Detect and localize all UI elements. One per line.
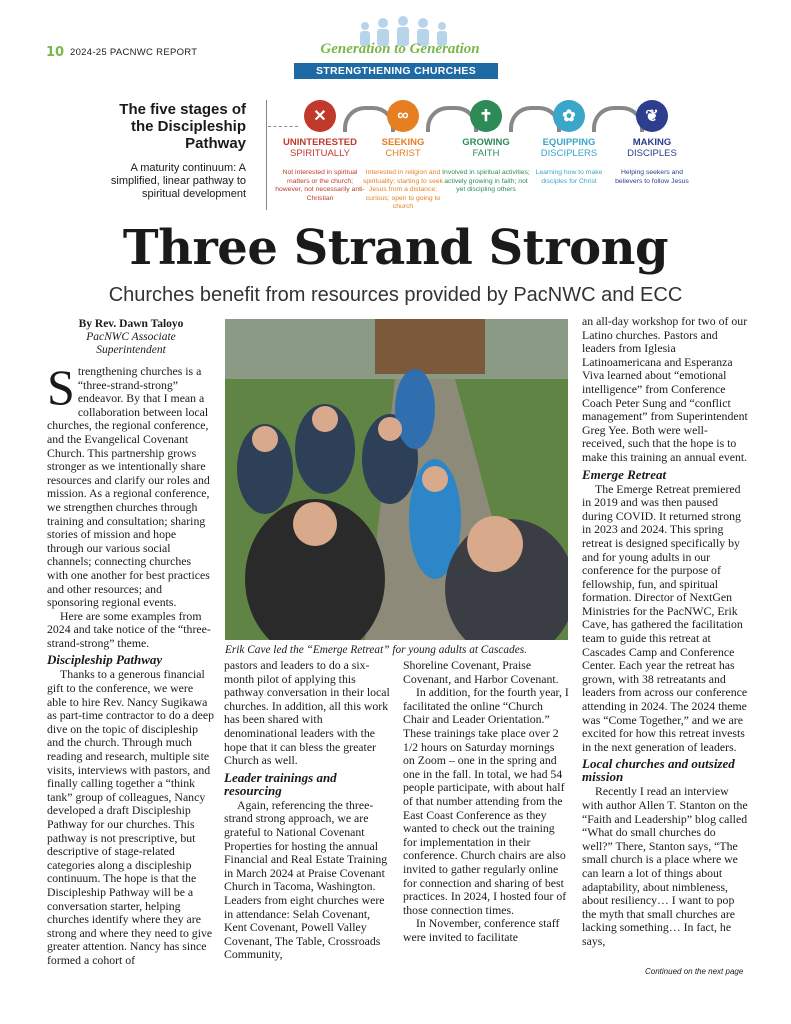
stage-making bbox=[607, 100, 697, 186]
stage-description: Not interested in spiritual matters or the church; however, not necessarily anti-Christian bbox=[275, 169, 365, 202]
stage-growing bbox=[441, 100, 531, 195]
stages-title: The five stages of the Discipleship Pathway bbox=[119, 101, 246, 152]
stage-name-line2: SPIRITUALLY bbox=[289, 148, 350, 159]
stage-description: Interested in religion and spirituality; starting to seek Jesus from a distance; curious; open to going to church bbox=[362, 169, 444, 210]
divider bbox=[266, 100, 267, 210]
brand-title: Generation to Generation bbox=[320, 41, 480, 57]
stages-subtitle: A maturity continuum: A simplified, linear pathway to spiritual development bbox=[110, 162, 246, 200]
paragraph: Shoreline Covenant, Praise Covenant, and Harbor Covenant. bbox=[403, 658, 559, 686]
continued-note: Continued on the next page bbox=[645, 967, 744, 976]
stage-seeking bbox=[358, 100, 448, 212]
sprout-icon: ✿ bbox=[553, 100, 585, 132]
paragraph: The Emerge Retreat premiered in 2019 and was then paused during COVID. It returned strong in 2023 and 2024. This spring retreat is designed specifically by and for young adults in our conference for the purpose of fellowship, fun, and spiritual formation. Director of NextGen Ministries for the PacNWC, Erik Cave, has gathered the facilitation team to guide this retreat at Cascades Camp and Conference Center. Each year the retreat has grown, with 38 retreatants and leaders from across our conference attending in 2024. The 2024 theme was “Come Together,” and we are excited for how this retreat invests in the next generation of leaders. bbox=[582, 481, 748, 754]
paragraph: Strengthening churches is a “three-strand-strong” endeavor. By that I mean a collaboration between local churches, the regional conference, and the Evangelical Covenant Church. This partnership grows stronger as we intentionally share resources and clarify our roles and mission. As a regional conference, we strengthen churches through training and consultation; sharing stories of mission and hope through our various social channels; connecting churches with one another for best practices and other resources; and sponsoring regional events. bbox=[47, 359, 210, 610]
stage-description: Involved in spiritual activities; actively growing in faith; not yet discipling others bbox=[442, 169, 530, 193]
column-3 bbox=[403, 659, 569, 944]
column-2 bbox=[224, 659, 390, 962]
leaf-icon: ❦ bbox=[636, 100, 668, 132]
paragraph: In November, conference staff were invited to facilitate bbox=[403, 916, 560, 944]
stage-uninterested bbox=[275, 100, 365, 203]
stage-description: Learning how to make disciples for Christ bbox=[535, 169, 603, 185]
paragraph: an all-day workshop for two of our Latino churches. Pastors and leaders from Iglesia Latinoamericana and Esperanza Viva learned about “emotional intelligence” from Conference Coach Peter Sung and “conflict management” from Superintendent Greg Yee. Both were well-received, such that the hope is to make this training an annual event. bbox=[582, 314, 748, 464]
paragraph: Thanks to a generous financial gift to the conference, we were able to hire Rev. Nancy Sugikawa as part-time contractor to do a deep dive on the topic of discipleship and the church. Through much reading and research, multiple site visits, interviews with pastors, and finally calling together a “think tank” group of colleagues, Nancy developed a draft Discipleship Pathway for our churches. This pathway is not prescriptive, but descriptive of stage-related categories along a discipleship continuum. The hope is that the Discipleship Pathway will be a conversation starter, helping churches identify where they are strong and where they need to give greater attention. Nancy has since formed a cohort of bbox=[47, 667, 215, 967]
article-subheadline: Churches benefit from resources provided by PacNWC and ECC bbox=[108, 284, 683, 306]
photo-caption: Erik Cave led the “Emerge Retreat” for young adults at Cascades. bbox=[225, 644, 527, 656]
stage-name-line2: DISCIPLERS bbox=[540, 148, 598, 159]
retreat-group-photo bbox=[225, 319, 568, 640]
drop-cap: S bbox=[47, 359, 75, 415]
byline-role: Superintendent bbox=[96, 344, 166, 356]
byline-role: PacNWC Associate bbox=[86, 331, 176, 343]
stage-name: UNINTERESTED bbox=[283, 137, 357, 148]
cross-icon: ✝ bbox=[470, 100, 502, 132]
stage-name: SEEKING bbox=[381, 137, 425, 148]
brand-banner: STRENGTHENING CHURCHES bbox=[294, 63, 498, 79]
paragraph: Again, referencing the three-strand strong approach, we are grateful to National Covenant Properties for hosting the annual Financial and Real Estate Training in March 2024 at Praise Covenant Church in Tacoma, Washington. Leaders from eight churches were in attendance: Selah Covenant, Kent Covenant, Powell Valley Covenant, The Table, Crossroads Community, bbox=[224, 797, 388, 962]
section-heading: Leader trainings and resourcing bbox=[224, 769, 337, 798]
stage-name: GROWING bbox=[462, 137, 510, 148]
paragraph: pastors and leaders to do a six-month pilot of applying this pathway conversation in their local churches. In addition, all this work has been shared with denominational leaders with the hope that it can bless the greater Church as well. bbox=[224, 658, 390, 768]
x-icon: ✕ bbox=[304, 100, 336, 132]
page-number: 10 bbox=[46, 45, 65, 60]
section-heading: Discipleship Pathway bbox=[47, 652, 163, 668]
section-heading: Local churches and outsized mission bbox=[582, 756, 735, 785]
paragraph: In addition, for the fourth year, I facilitated the online “Church Chair and Leader Orientation.” These trainings take place over 2 1/2 hours on Saturday mornings on Zoom – one in the spring and one in the fall. In total, we had 54 people participate, with about half of that number attending from the East Coast Conference as they wanted to check out the training for implementation in their conference. Church chairs are also invited to gather regularly online for connection and sharing of best practices. In 2024, I hosted four of those connection times. bbox=[403, 685, 569, 917]
stage-description: Helping seekers and believers to follow Jesus bbox=[615, 169, 689, 185]
stage-name-line2: DISCIPLES bbox=[627, 148, 677, 159]
stage-name: EQUIPPING bbox=[542, 137, 596, 148]
paragraph: Here are some examples from 2024 and take notice of the “three-strand-strong” theme. bbox=[47, 608, 211, 650]
stage-equipping bbox=[524, 100, 614, 186]
binoculars-icon: ∞ bbox=[387, 100, 419, 132]
column-1 bbox=[47, 318, 215, 968]
report-title: 2024-25 PACNWC REPORT bbox=[70, 47, 198, 58]
column-4 bbox=[582, 315, 748, 949]
paragraph: Recently I read an interview with author Allen T. Stanton on the “Faith and Leadership” blog called “What do small churches do well?” There, Stanton says, “The small church is a place where we can learn a lot of things about adaptability, about nimbleness, about resiliency… I want to pop the myth that small churches are lacking something… In fact, he says, bbox=[582, 784, 748, 948]
stage-name-line2: FAITH bbox=[472, 148, 500, 159]
article-headline: Three Strand Strong bbox=[122, 220, 669, 276]
section-heading: Emerge Retreat bbox=[582, 466, 667, 482]
stage-name-line2: CHRIST bbox=[385, 148, 421, 159]
stage-name: MAKING bbox=[632, 137, 672, 148]
byline: By Rev. Dawn Taloyo bbox=[78, 318, 184, 330]
